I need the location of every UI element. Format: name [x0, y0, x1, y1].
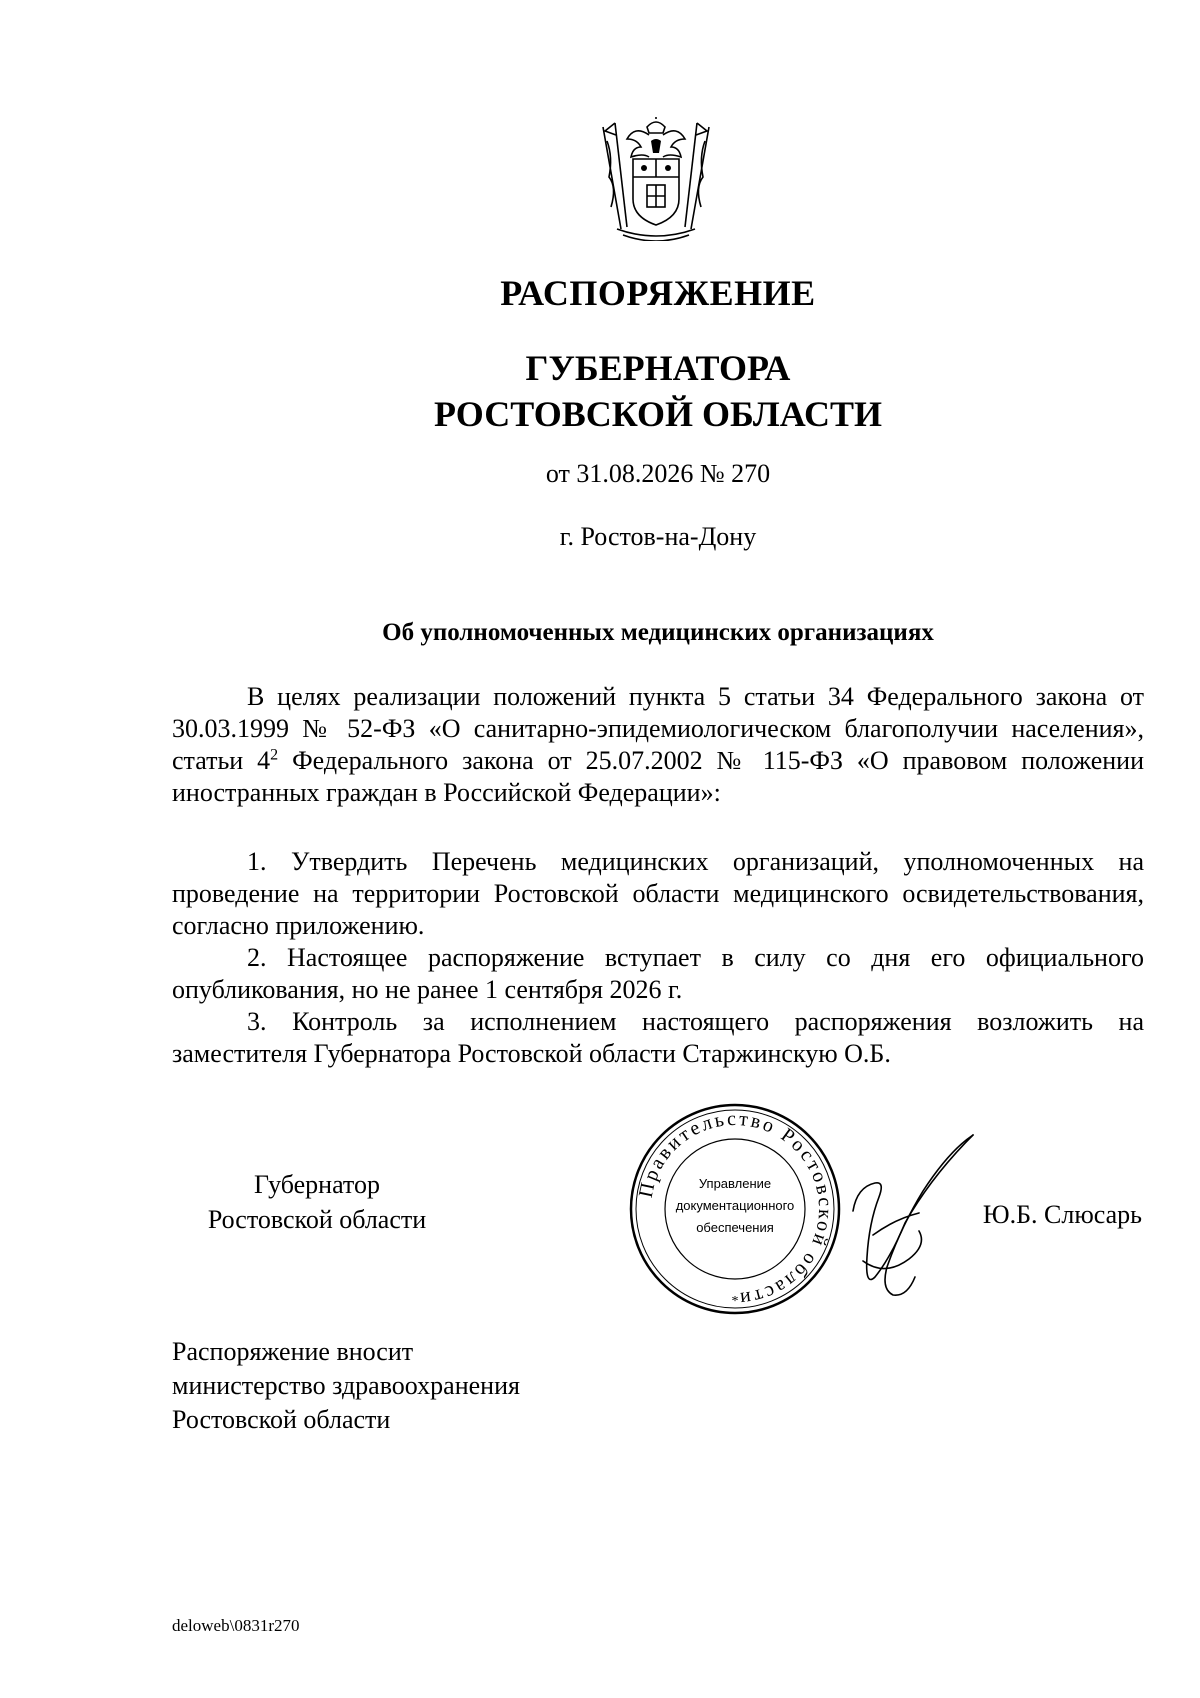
- city-line: г. Ростов-на-Дону: [559, 522, 757, 551]
- issuer-line-2: РОСТОВСКОЙ ОБЛАСТИ: [434, 394, 882, 434]
- signer-name: Ю.Б. Слюсарь: [982, 1200, 1142, 1229]
- submitted-by-line-3: Ростовской области: [172, 1405, 391, 1434]
- document-subject: Об уполномоченных медицинских организациях: [382, 619, 934, 646]
- document-type-heading: РАСПОРЯЖЕНИЕ: [500, 273, 816, 313]
- stamp-star: *: [731, 1294, 739, 1309]
- signatory-title-line-1: Губернатор: [254, 1170, 380, 1199]
- resolution-items: [172, 846, 1144, 1070]
- resolution-item: 1. Утвердить Перечень медицинских организаций, уполномоченных на проведение на территории Ростовской области медицинского освидетельствования, согласно приложению.: [172, 847, 1144, 940]
- preamble-part-2: Федерального закона от 25.07.2002 № 115-ФЗ «О правовом положении иностранных граждан в Российской Федерации»:: [172, 746, 1144, 807]
- rostov-oblast-coat-of-arms-icon: [597, 117, 715, 241]
- stamp-inner-line-3: обеспечения: [696, 1220, 774, 1235]
- document-file-reference: deloweb\0831r270: [172, 1616, 300, 1635]
- signatory-title: [172, 1167, 462, 1237]
- signatory-title-line-2: Ростовской области: [207, 1205, 427, 1234]
- submitted-by-line-2: министерство здравоохранения: [172, 1371, 520, 1400]
- submitted-by-block: [172, 1335, 520, 1437]
- preamble-part-1: В целях реализации положений пункта 5 статьи 34 Федерального закона от 30.03.1999 № 52-ФЗ «О санитарно-эпидемиологическом благополучии населения», статьи 4: [172, 682, 1144, 775]
- date-number-line: от 31.08.2026 № 270: [545, 459, 771, 488]
- issuer-heading: [0, 345, 1200, 437]
- stamp-outer-text: Правительство Ростовской области: [634, 1107, 837, 1310]
- handwritten-signature-icon: [845, 1127, 980, 1305]
- resolution-item: 3. Контроль за исполнением настоящего распоряжения возложить на заместителя Губернатора Ростовской области Старжинскую О.Б.: [172, 1007, 1144, 1068]
- stamp-inner-line-2: документационного: [675, 1198, 795, 1213]
- submitted-by-line-1: Распоряжение вносит: [172, 1337, 414, 1366]
- preamble-paragraph: [172, 681, 1144, 809]
- resolution-item: 2. Настоящее распоряжение вступает в силу со дня его официального опубликования, но не ранее 1 сентября 2026 г.: [172, 943, 1144, 1004]
- issuer-line-1: ГУБЕРНАТОРА: [525, 348, 791, 388]
- article-superscript: 2: [270, 746, 279, 764]
- official-stamp: [628, 1102, 842, 1316]
- stamp-inner-line-1: Управление: [698, 1176, 772, 1191]
